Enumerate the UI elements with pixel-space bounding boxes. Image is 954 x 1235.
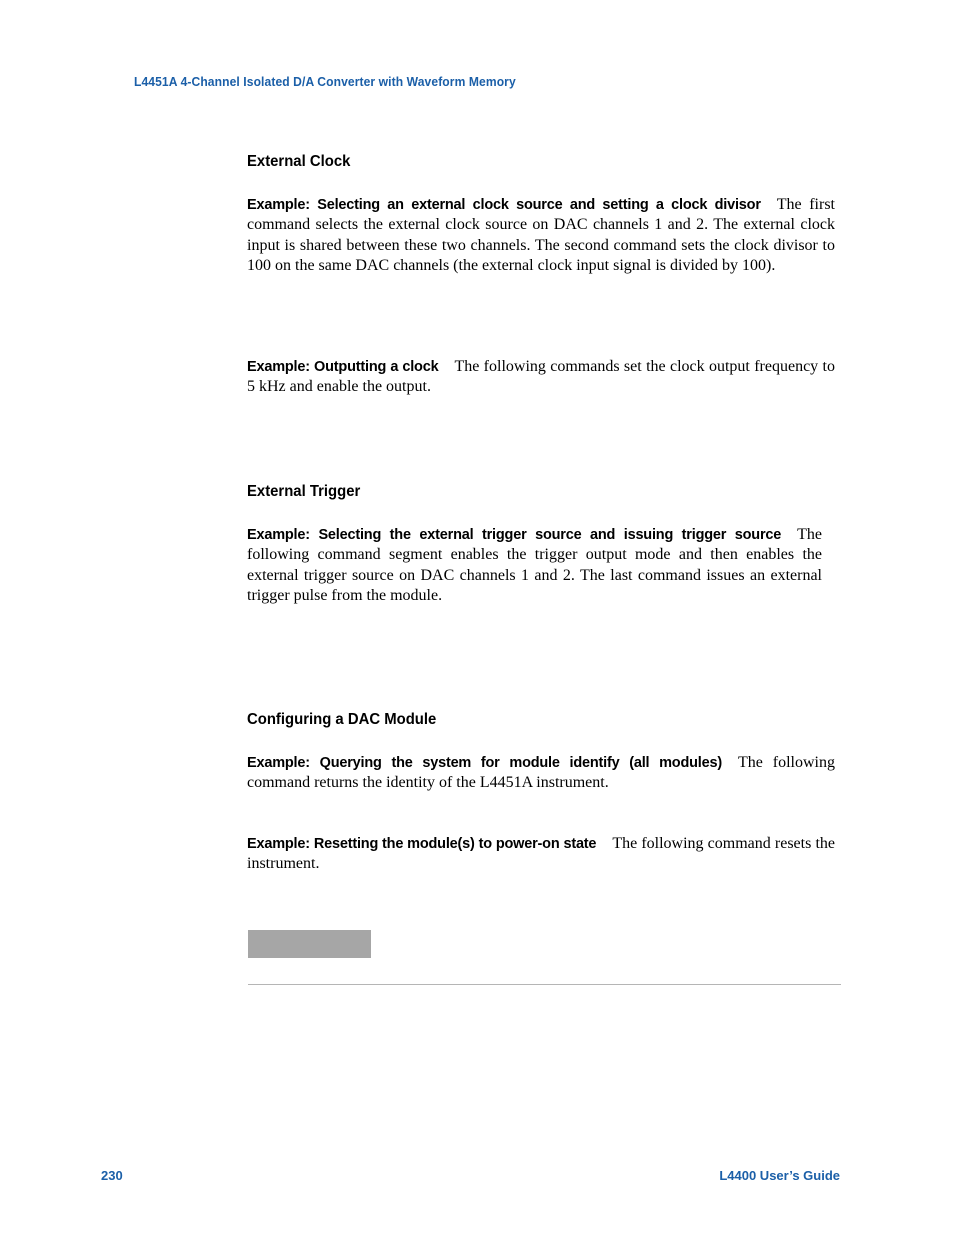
example-heading-reset-power-on: Example: Resetting the module(s) to power-on state xyxy=(247,836,597,852)
example-text-reset-power-on: The following command resets the instrument. xyxy=(247,835,836,873)
section-title-external-clock: External Clock xyxy=(247,153,351,170)
example-text-external-trigger: The following command segment enables the trigger output mode and then enables the external trigger source on DAC channels 1 and 2. The last command issues an external trigger pulse from the module. xyxy=(247,526,822,604)
example-heading-clock-divisor: Example: Selecting an external clock source and setting a clock divisor xyxy=(247,197,761,213)
footer-guide-title: L4400 User’s Guide xyxy=(719,1168,840,1183)
horizontal-rule xyxy=(248,984,841,985)
example-text-outputting-clock: The following commands set the clock output frequency to 5 kHz and enable the output. xyxy=(247,358,835,396)
example-heading-outputting-clock: Example: Outputting a clock xyxy=(247,359,439,375)
paragraph-reset-power-on xyxy=(247,834,835,875)
page-number: 230 xyxy=(101,1168,123,1183)
paragraph-outputting-clock xyxy=(247,357,835,398)
running-header: L4451A 4-Channel Isolated D/A Converter with Waveform Memory xyxy=(134,74,516,89)
section-title-external-trigger: External Trigger xyxy=(247,483,361,500)
example-heading-external-trigger: Example: Selecting the external trigger source and issuing trigger source xyxy=(247,527,782,543)
example-text-clock-divisor: The first command selects the external clock source on DAC channels 1 and 2. The external clock input is shared between these two channels. The second command sets the clock divisor to 100 on the same DAC channels (the external clock input signal is divided by 100). xyxy=(247,196,835,274)
paragraph-querying-identity xyxy=(247,753,835,794)
example-text-querying-identity: The following command returns the identity of the L4451A instrument. xyxy=(247,754,835,792)
section-title-configuring-dac: Configuring a DAC Module xyxy=(247,711,437,728)
note-placeholder-bar xyxy=(248,930,371,958)
example-heading-querying-identity: Example: Querying the system for module identify (all modules) xyxy=(247,755,722,771)
paragraph-external-trigger xyxy=(247,525,822,606)
paragraph-external-clock-divisor xyxy=(247,195,835,276)
